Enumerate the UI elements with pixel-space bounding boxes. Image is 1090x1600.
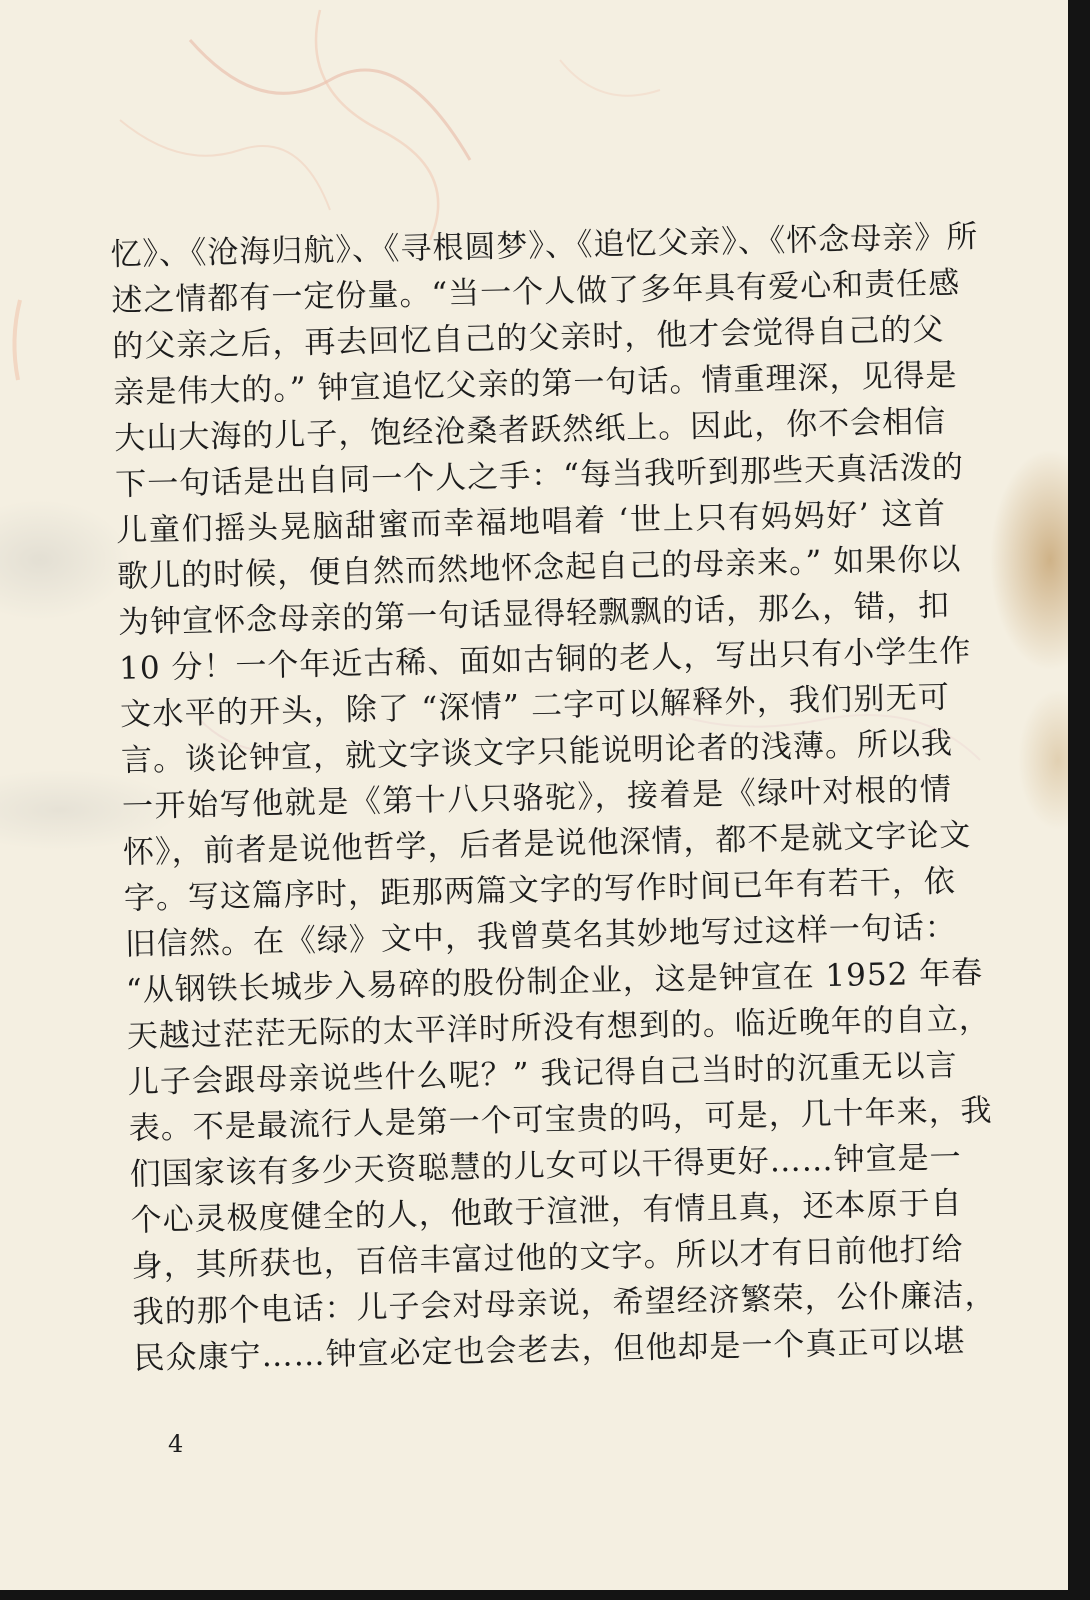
text-line: 言。谈论钟宣，就文字谈文字只能说明论者的浅薄。所以我 bbox=[120, 725, 954, 779]
text-line: 身，其所获也，百倍丰富过他的文字。所以才有日前他打给 bbox=[131, 1231, 964, 1285]
text-line: 为钟宣怀念母亲的第一句话显得轻飘飘的话，那么，错，扣 bbox=[117, 587, 951, 641]
text-line: 民众康宁……钟宣必定也会老去，但他却是一个真正可以堪 bbox=[133, 1323, 966, 1377]
text-line: 表。不是最流行人是第一个可宝贵的吗，可是，几十年来，我 bbox=[128, 1092, 993, 1147]
text-line: 文水平的开头，除了 “深情” 二字可以解释外，我们别无可 bbox=[119, 679, 951, 733]
text-line: 述之情都有一定份量。“当一个人做了多年具有爱心和责任感 bbox=[111, 265, 961, 319]
page-number: 4 bbox=[168, 1430, 184, 1458]
text-line: 儿童们摇头晃脑甜蜜而幸福地唱着 ‘世上只有妈妈好’ 这首 bbox=[115, 495, 947, 549]
text-line: 天越过茫茫无际的太平洋时所没有想到的。临近晚年的自立， bbox=[126, 1000, 992, 1055]
text-line: 歌儿的时候，便自然而然地怀念起自己的母亲来。” 如果你以 bbox=[116, 541, 962, 595]
text-line: 忆》、《沧海归航》、《寻根圆梦》、《追忆父亲》、《怀念母亲》所 bbox=[110, 218, 979, 273]
text-line: 儿子会跟母亲说些什么呢？” 我记得自己当时的沉重无以言 bbox=[127, 1047, 959, 1101]
text-line: 怀》，前者是说他哲学，后者是说他深情，都不是就文字论文 bbox=[122, 817, 972, 871]
text-line: 个心灵极度健全的人，他敢于渲泄，有情且真，还本原于自 bbox=[130, 1185, 963, 1239]
body-text bbox=[110, 215, 997, 1382]
text-line: 下一句话是出自同一个人之手：“每当我听到那些天真活泼的 bbox=[114, 449, 965, 503]
text-line: 大山大海的儿子，饱经沧桑者跃然纸上。因此，你不会相信 bbox=[113, 403, 947, 457]
text-line: 一开始写他就是《第十八只骆驼》，接着是《绿叶对根的情 bbox=[121, 771, 953, 825]
text-line: 们国家该有多少天资聪慧的儿女可以干得更好……钟宣是一 bbox=[129, 1139, 962, 1193]
text-line: 的父亲之后，再去回忆自己的父亲时，他才会觉得自己的父 bbox=[112, 311, 945, 365]
text-line: 我的那个电话：儿子会对母亲说，希望经济繁荣，公仆廉洁， bbox=[132, 1276, 997, 1331]
text-line: 亲是伟大的。” 钟宣追忆父亲的第一句话。情重理深，见得是 bbox=[112, 357, 958, 411]
text-line: “从钢铁长城步入易碎的股份制企业，这是钟宣在 1952 年春 bbox=[125, 954, 984, 1009]
text-line: 字。写这篇序时，距那两篇文字的写作时间已年有若干，依 bbox=[123, 863, 957, 917]
text-line: 旧信然。在《绿》文中，我曾莫名其妙地写过这样一句话： bbox=[124, 909, 958, 963]
text-line: 10 分！一个年近古稀、面如古铜的老人，写出只有小学生作 bbox=[118, 633, 972, 687]
